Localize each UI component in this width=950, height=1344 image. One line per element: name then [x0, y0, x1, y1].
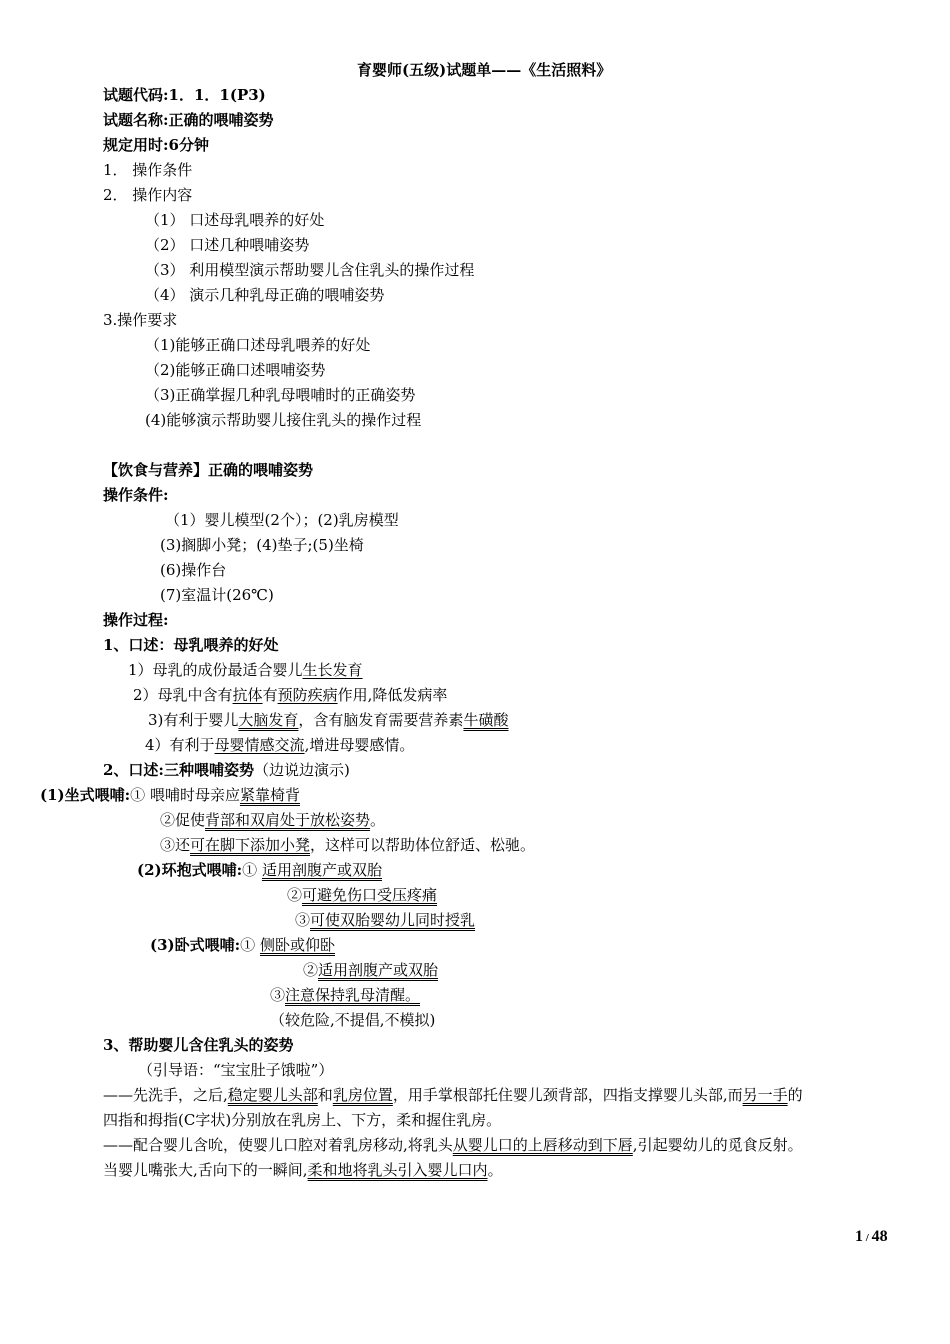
- benefit-item: [133, 685, 447, 705]
- section-conditions: 1． 操作条件: [103, 161, 193, 179]
- benefit-text: ,增进母婴感情。: [304, 736, 415, 754]
- posture-text: ，这样可以帮助体位舒适、松驰。: [310, 836, 536, 854]
- embrace-posture-label: (2)环抱式喂哺:: [137, 861, 243, 879]
- latch-key-term: 从婴儿口的上唇移动到下唇: [452, 1136, 633, 1154]
- benefit-text: 2）母乳中含有: [133, 686, 233, 704]
- conditions-label: 操作条件:: [103, 486, 169, 504]
- section-heading: 【饮食与营养】正确的喂哺姿势: [103, 461, 314, 479]
- exam-name: 试题名称:正确的喂哺姿势: [103, 111, 274, 129]
- latch-key-term: 柔和地将乳头引入婴儿口内: [307, 1161, 488, 1179]
- requirement-item: （3)正确掌握几种乳母喂哺时的正确姿势: [145, 386, 416, 404]
- latch-paragraph-line: [103, 1085, 803, 1105]
- oral-postures-title: 2、口述:三种喂哺姿势: [103, 761, 254, 779]
- posture-text: ③: [295, 911, 311, 929]
- latch-heading: 3、帮助婴儿含住乳头的姿势: [103, 1036, 294, 1054]
- latch-key-term: 稳定婴儿头部: [227, 1086, 318, 1104]
- benefit-text: 作用,降低发病率: [337, 686, 448, 704]
- exam-code: 试题代码:1．1．1(P3): [103, 86, 266, 104]
- latch-paragraph-line: [103, 1135, 803, 1155]
- condition-item: (6)操作台: [160, 561, 227, 579]
- guide-phrase: （引导语：“宝宝肚子饿啦”）: [138, 1061, 334, 1079]
- content-item: （2） 口述几种喂哺姿势: [145, 236, 310, 254]
- oral-benefits-heading: 1、口述：母乳喂养的好处: [103, 636, 279, 654]
- posture-key-term: 可使双胎婴幼儿同时授乳: [310, 911, 476, 929]
- page-total: 48: [871, 1228, 888, 1245]
- benefit-key-term: 大脑发育: [238, 711, 299, 729]
- page-separator: /: [863, 1232, 872, 1244]
- embrace-posture-line: [295, 910, 475, 930]
- benefit-text: 4）有利于: [145, 736, 215, 754]
- latch-paragraph-line: [103, 1160, 503, 1180]
- benefit-item: [145, 735, 414, 755]
- latch-text: 的: [787, 1086, 803, 1104]
- content-item: （1） 口述母乳喂养的好处: [145, 211, 325, 229]
- oral-postures-note: （边说边演示): [253, 761, 350, 779]
- content-item: （4） 演示几种乳母正确的喂哺姿势: [145, 286, 385, 304]
- oral-postures-heading: [103, 760, 350, 780]
- section-requirements: 3.操作要求: [103, 311, 178, 329]
- process-label: 操作过程:: [103, 611, 169, 629]
- benefit-key-term: 生长发育: [302, 661, 363, 679]
- latch-text: ，用手掌根部托住婴儿颈背部，四指支撑婴儿头部,而: [392, 1086, 743, 1104]
- sitting-posture-line: [160, 835, 535, 855]
- requirement-item: (4)能够演示帮助婴儿接住乳头的操作过程: [145, 411, 422, 429]
- posture-text: ②: [287, 886, 303, 904]
- condition-item: (7)室温计(26℃): [160, 586, 274, 604]
- posture-key-term: 可在脚下添加小凳: [190, 836, 311, 854]
- lying-posture-label: (3)卧式喂哺:: [150, 936, 241, 954]
- latch-text: 。: [487, 1161, 503, 1179]
- page-current: 1: [855, 1228, 863, 1245]
- lying-posture-line: [150, 935, 335, 955]
- posture-text: ②: [303, 961, 319, 979]
- posture-key-term: 侧卧或仰卧: [259, 936, 335, 954]
- posture-text: ①: [240, 936, 260, 954]
- benefit-item: [128, 660, 363, 680]
- benefit-key-term: 牛磺酸: [463, 711, 509, 729]
- latch-text: ,引起婴幼儿的觅食反射。: [632, 1136, 803, 1154]
- lying-posture-line: [303, 960, 438, 980]
- posture-text: ②促使: [160, 811, 206, 829]
- benefit-key-term: 抗体: [232, 686, 263, 704]
- posture-text: 。: [370, 811, 386, 829]
- benefit-text: 有: [262, 686, 278, 704]
- benefit-text: 1）母乳的成份最适合婴儿: [128, 661, 303, 679]
- posture-key-term: 注意保持乳母清醒。: [285, 986, 421, 1004]
- latch-text: 和: [317, 1086, 333, 1104]
- latch-text: ——先洗手，之后,: [103, 1086, 228, 1104]
- sitting-posture-line: [40, 785, 300, 805]
- time-limit: 规定用时:6分钟: [103, 136, 209, 154]
- posture-text: ③还: [160, 836, 191, 854]
- latch-text: ——配合婴儿含吮，使婴儿口腔对着乳房移动,将乳头: [103, 1136, 453, 1154]
- content-item: （3） 利用模型演示帮助婴儿含住乳头的操作过程: [145, 261, 475, 279]
- section-content: 2． 操作内容: [103, 186, 193, 204]
- benefit-item: [148, 710, 508, 730]
- posture-text: ①: [242, 861, 262, 879]
- sitting-posture-line: [160, 810, 385, 830]
- embrace-posture-line: [137, 860, 382, 880]
- latch-paragraph-line: 四指和拇指(C字状)分别放在乳房上、下方，柔和握住乳房。: [103, 1111, 502, 1129]
- posture-key-term: 适用剖腹产或双胎: [261, 861, 382, 879]
- posture-key-term: 适用剖腹产或双胎: [318, 961, 439, 979]
- latch-text: 当婴儿嘴张大,舌向下的一瞬间,: [103, 1161, 308, 1179]
- requirement-item: （2)能够正确口述喂哺姿势: [145, 361, 326, 379]
- condition-item: (3)搁脚小凳；(4)垫子;(5)坐椅: [160, 536, 364, 554]
- condition-item: （1）婴儿模型(2个）；(2)乳房模型: [165, 511, 399, 529]
- benefit-key-term: 预防疾病: [277, 686, 338, 704]
- document-title: 育婴师(五级)试题单——《生活照料》: [357, 61, 612, 79]
- posture-key-term: 背部和双肩处于放松姿势: [205, 811, 371, 829]
- latch-key-term: 乳房位置: [332, 1086, 393, 1104]
- benefit-text: ，含有脑发育需要营养素: [298, 711, 464, 729]
- posture-text: ③: [270, 986, 286, 1004]
- sitting-posture-label: (1)坐式喂哺:: [40, 786, 131, 804]
- page-number: [855, 1228, 888, 1246]
- posture-text: ① 喂哺时母亲应: [130, 786, 240, 804]
- posture-key-term: 紧靠椅背: [239, 786, 300, 804]
- benefit-key-term: 母婴情感交流: [214, 736, 305, 754]
- benefit-text: 3)有利于婴儿: [148, 711, 239, 729]
- posture-key-term: 可避免伤口受压疼痛: [302, 886, 438, 904]
- requirement-item: （1)能够正确口述母乳喂养的好处: [145, 336, 371, 354]
- embrace-posture-line: [287, 885, 437, 905]
- latch-key-term: 另一手: [742, 1086, 788, 1104]
- lying-posture-note: （较危险,不提倡,不模拟): [270, 1011, 436, 1029]
- lying-posture-line: [270, 985, 420, 1005]
